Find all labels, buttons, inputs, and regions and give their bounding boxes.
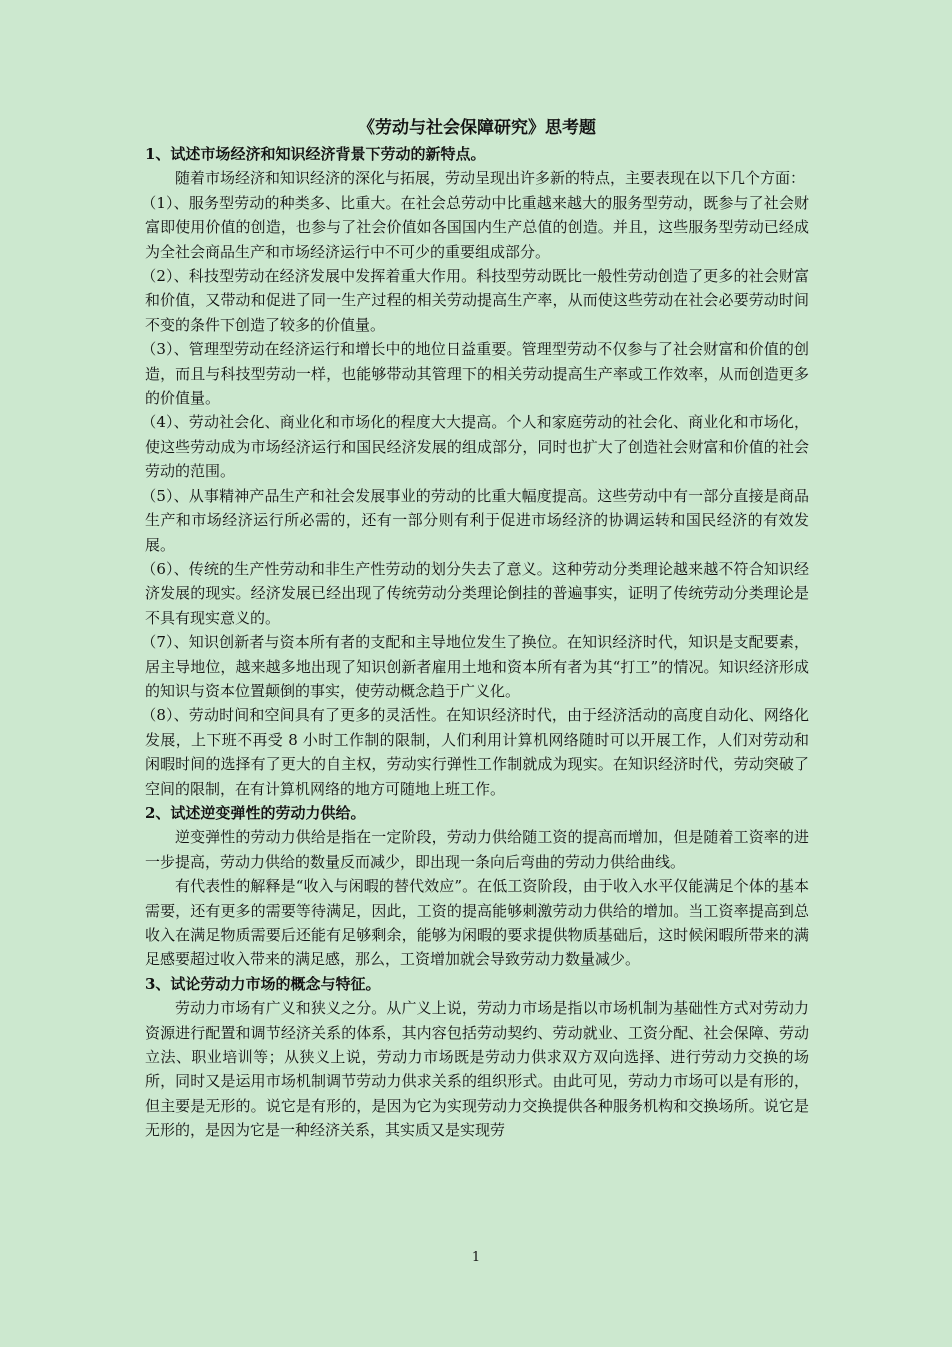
section-1-item-2: （2）、科技型劳动在经济发展中发挥着重大作用。科技型劳动既比一般性劳动创造了更多的社会财富和价值，又带动和促进了同一生产过程的相关劳动提高生产率，从而使这些劳动在社会必要劳动时间不变的条件下创造了较多的价值量。 [141, 267, 809, 334]
section-2-paragraph-1: 逆变弹性的劳动力供给是指在一定阶段，劳动力供给随工资的提高而增加，但是随着工资率的进一步提高，劳动力供给的数量反而减少，即出现一条向后弯曲的劳动力供给曲线。 [145, 828, 809, 871]
document-body [141, 114, 809, 1143]
section-heading-2: 2、试述逆变弹性的劳动力供给。 [145, 803, 366, 822]
section-1-item-8: （8）、劳动时间和空间具有了更多的灵活性。在知识经济时代，由于经济活动的高度自动化、网络化发展，上下班不再受 8 小时工作制的限制，人们利用计算机网络随时可以开展工作，人们对劳动和闲暇时间的选择有了更大的自主权，劳动实行弹性工作制就成为现实。在知识经济时代，劳动突破了空间的限制，在有计算机网络的地方可随地上班工作。 [141, 706, 809, 798]
section-1-item-4: （4）、劳动社会化、商业化和市场化的程度大大提高。个人和家庭劳动的社会化、商业化和市场化，使这些劳动成为市场经济运行和国民经济发展的组成部分，同时也扩大了创造社会财富和价值的社会劳动的范围。 [141, 413, 809, 481]
section-1-intro: 随着市场经济和知识经济的深化与拓展，劳动呈现出许多新的特点，主要表现在以下几个方面： [175, 169, 806, 188]
section-heading-3: 3、试论劳动力市场的概念与特征。 [145, 974, 381, 993]
section-1-item-1: （1）、服务型劳动的种类多、比重大。在社会总劳动中比重越来越大的服务型劳动，既参与了社会财富即使用价值的创造，也参与了社会价值如各国国内生产总值的创造。并且，这些服务型劳动已经成为全社会商品生产和市场经济运行中不可少的重要组成部分。 [141, 193, 809, 261]
page-number: 1 [471, 1250, 481, 1265]
section-1-item-5: （5）、从事精神产品生产和社会发展事业的劳动的比重大幅度提高。这些劳动中有一部分直接是商品生产和市场经济运行所必需的，还有一部分则有利于促进市场经济的协调运转和国民经济的有效发展。 [141, 486, 809, 554]
document-title: 《劳动与社会保障研究》思考题 [358, 118, 596, 138]
section-2-paragraph-2: 有代表性的解释是“收入与闲暇的替代效应”。在低工资阶段，由于收入水平仅能满足个体的基本需要，还有更多的需要等待满足，因此，工资的提高能够刺激劳动力供给的增加。当工资率提高到总收入在满足物质需要后还能有足够剩余，能够为闲暇的要求提供物质基础后，这时候闲暇所带来的满足感要超过收入带来的满足感，那么，工资增加就会导致劳动力数量减少。 [145, 877, 809, 969]
section-1-item-6: （6）、传统的生产性劳动和非生产性劳动的划分失去了意义。这种劳动分类理论越来越不符合知识经济发展的现实。经济发展已经出现了传统劳动分类理论倒挂的普遍事实，证明了传统劳动分类理论是不具有现实意义的。 [141, 559, 809, 627]
section-heading-1: 1、试述市场经济和知识经济背景下劳动的新特点。 [145, 145, 486, 163]
section-1-item-3: （3）、管理型劳动在经济运行和增长中的地位日益重要。管理型劳动不仅参与了社会财富和价值的创造，而且与科技型劳动一样，也能够带动其管理下的相关劳动提高生产率或工作效率，从而创造更多的价值量。 [141, 340, 809, 408]
section-3-paragraph-1: 劳动力市场有广义和狭义之分。从广义上说，劳动力市场是指以市场机制为基础性方式对劳动力资源进行配置和调节经济关系的体系，其内容包括劳动契约、劳动就业、工资分配、社会保障、劳动立法、职业培训等；从狭义上说，劳动力市场既是劳动力供求双方双向选择、进行劳动力交换的场所，同时又是运用市场机制调节劳动力供求关系的组织形式。由此可见，劳动力市场可以是有形的，但主要是无形的。说它是有形的，是因为它为实现劳动力交换提供各种服务机构和交换场所。说它是无形的，是因为它是一种经济关系，其实质又是实现劳 [145, 999, 809, 1140]
section-1-item-7: （7）、知识创新者与资本所有者的支配和主导地位发生了换位。在知识经济时代，知识是支配要素，居主导地位，越来越多地出现了知识创新者雇用土地和资本所有者为其“打工”的情况。知识经济形成的知识与资本位置颠倒的事实，使劳动概念趋于广义化。 [141, 633, 809, 700]
